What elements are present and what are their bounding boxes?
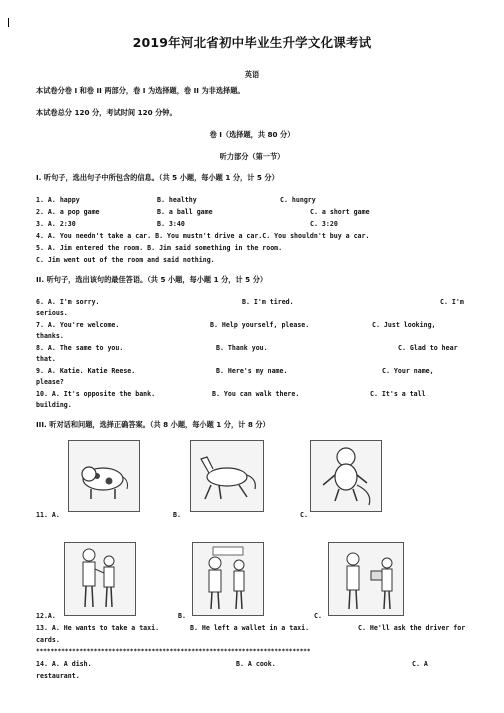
q4-options: 4. A. You needn't take a car. B. You mustn't drive a car.C. You shouldn't buy a car.	[36, 232, 370, 240]
q9-wrap: please?	[36, 378, 64, 386]
q11-cow-picture	[68, 440, 140, 512]
exam-note-2: 本试卷总分 120 分，考试时间 120 分钟。	[36, 108, 177, 117]
q8-option-a: 8. A. The same to you.	[36, 344, 124, 352]
q14-option-b: B. A cook.	[236, 660, 276, 668]
section2-heading: II. 听句子，选出该句的最佳答语。（共 5 小题，每小题 1 分，计 5 分）	[36, 275, 268, 284]
q14-option-a: 14. A. A dish.	[36, 660, 92, 668]
q14-wrap: restaurant.	[36, 672, 80, 680]
q11-label-b: B.	[173, 511, 181, 519]
cow-icon	[69, 441, 139, 511]
q13-option-a: 13. A. He wants to take a taxi.	[36, 624, 160, 632]
text-cursor	[8, 18, 9, 27]
exam-note-1: 本试卷分卷 I 和卷 II 两部分，卷 I 为选择题，卷 II 为非选择题。	[36, 86, 245, 95]
q6-option-c: C. I'm	[440, 298, 464, 306]
q1-option-b: B. healthy	[157, 196, 197, 204]
q12-people-picture-c	[328, 542, 404, 616]
section1-heading: I. 听句子，选出句子中所包含的信息。（共 5 小题，每小题 1 分，计 5 分）	[36, 173, 279, 182]
separator-line: ****************************************************************************	[36, 648, 311, 655]
q8-wrap: that.	[36, 355, 56, 363]
q2-option-b: B. a ball game	[157, 208, 213, 216]
q11-label-a: 11. A.	[36, 511, 60, 519]
q7-option-a: 7. A. You're welcome.	[36, 321, 120, 329]
q9-option-c: C. Your name,	[382, 367, 434, 375]
q1-option-a: 1. A. happy	[36, 196, 80, 204]
q7-option-b: B. Help yourself, please.	[210, 321, 310, 329]
q11-horse-picture	[190, 440, 264, 512]
q1-option-c: C. hungry	[280, 196, 316, 204]
q3-option-b: B. 3:40	[157, 220, 185, 228]
q5-option-c: C. Jim went out of the room and said nothing.	[36, 256, 215, 264]
subject-label: 英语	[244, 70, 260, 79]
q13-option-b: B. He left a wallet in a taxi.	[190, 624, 310, 632]
q6-wrap: serious.	[36, 309, 68, 317]
q3-option-a: 3. A. 2:30	[36, 220, 76, 228]
q12-label-c: C.	[314, 612, 322, 620]
two-people-icon	[65, 543, 135, 615]
q11-label-c: C.	[300, 511, 308, 519]
q6-option-b: B. I'm tired.	[242, 298, 294, 306]
q2-option-a: 2. A. a pop game	[36, 208, 100, 216]
part1-title: 卷 I（选择题，共 80 分）	[209, 130, 295, 139]
q7-option-c: C. Just looking,	[372, 321, 436, 329]
q8-option-c: C. Glad to hear	[398, 344, 458, 352]
q12-label-b: B.	[178, 612, 186, 620]
q10-option-b: B. You can walk there.	[212, 390, 300, 398]
q11-monkey-picture	[310, 440, 382, 512]
q12-label-a: 12.A.	[36, 612, 56, 620]
two-people-icon	[193, 543, 263, 615]
q3-option-c: C. 3:20	[310, 220, 338, 228]
section3-heading: III. 听对话和问题，选择正确答案。（共 8 小题，每小题 1 分，计 8 分）	[36, 420, 270, 429]
q12-people-picture-a	[64, 542, 136, 616]
q9-option-a: 9. A. Katie. Katie Reese.	[36, 367, 136, 375]
q12-people-picture-b	[192, 542, 264, 616]
q13-option-c: C. He'll ask the driver for	[358, 624, 466, 632]
q2-option-c: C. a short game	[310, 208, 370, 216]
q6-option-a: 6. A. I'm sorry.	[36, 298, 100, 306]
q5-options: 5. A. Jim entered the room. B. Jim said something in the room.	[36, 244, 283, 252]
q10-option-c: C. It's a tall	[370, 390, 426, 398]
q13-wrap: cards.	[36, 636, 60, 644]
listening-title: 听力部分（第一节）	[219, 152, 285, 161]
q8-option-b: B. Thank you.	[216, 344, 268, 352]
q10-option-a: 10. A. It's opposite the bank.	[36, 390, 156, 398]
two-people-gift-icon	[329, 543, 403, 615]
q7-wrap: thanks.	[36, 332, 64, 340]
monkey-icon	[311, 441, 381, 511]
q10-wrap: building.	[36, 401, 72, 409]
horse-icon	[191, 441, 263, 511]
q14-option-c: C. A	[412, 660, 428, 668]
q9-option-b: B. Here's my name.	[216, 367, 288, 375]
page-title: 2019年河北省初中毕业生升学文化课考试	[132, 35, 372, 50]
